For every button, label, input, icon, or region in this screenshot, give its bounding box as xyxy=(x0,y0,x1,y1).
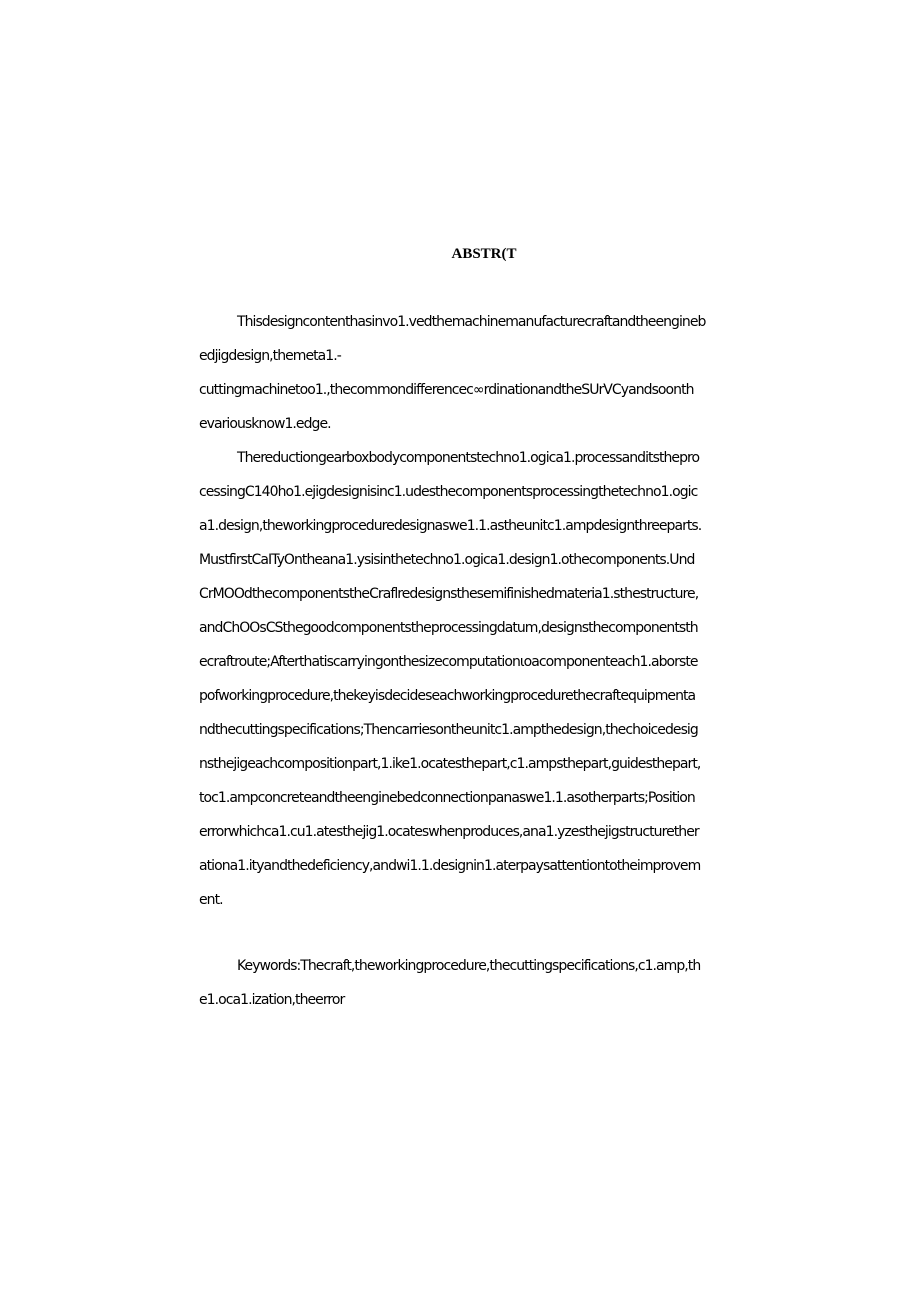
paragraph-line: evariousknow1.edge. xyxy=(199,416,331,432)
paragraph-line: nsthejigeachcompositionpart,1.ike1.ocatesthepart,c1.ampsthepart,guidesthepart, xyxy=(199,756,701,772)
paragraph-line: ationa1.ityandthedeficiency,andwi1.1.designin1.aterpaysattentiontotheimprovem xyxy=(199,858,701,874)
keywords-line: Keywords:Thecraft,theworkingprocedure,thecuttingspecifications,c1.amp,th xyxy=(237,958,701,974)
abstract-body xyxy=(199,305,769,1017)
keywords-line: e1.oca1.ization,theerror xyxy=(199,992,345,1008)
paragraph-line: a1.design,theworkingproceduredesignaswe1.1.astheunitc1.ampdesignthreeparts. xyxy=(199,518,702,534)
paragraph-line: errorwhichca1.cu1.atesthejig1.ocateswhenproduces,ana1.yzesthejigstructurether xyxy=(199,824,699,840)
paragraph-line: CrMOOdthecomponentstheCraflredesignsthesemifinishedmateria1.sthestructure, xyxy=(199,586,699,602)
paragraph-line: ent. xyxy=(199,892,223,908)
paragraph-line: ecraftroute;Afterthatiscarryingonthesizecomputationιoacomponenteach1.aborste xyxy=(199,654,698,670)
paragraph-1 xyxy=(199,305,769,441)
paragraph-line: toc1.ampconcreteandtheenginebedconnectionpanaswe1.1.asotherparts;Position xyxy=(199,790,695,806)
paragraph-line: MustfirstCaITyOntheana1.ysisinthetechno1.ogica1.design1.othecomponents.Und xyxy=(199,552,695,568)
paragraph-2 xyxy=(199,441,769,917)
paragraph-line: edjigdesign,themeta1.- xyxy=(199,348,341,364)
paragraph-line: Thereductiongearboxbodycomponentstechno1.ogica1.processanditsthepro xyxy=(237,450,700,466)
paragraph-line: Thisdesigncontenthasinvo1.vedthemachinemanufacturecraftandtheengineb xyxy=(237,314,706,330)
paragraph-spacer xyxy=(199,917,769,949)
paragraph-line: cessingC140ho1.ejigdesignisinc1.udesthecomponentsprocessingthetechno1.ogic xyxy=(199,484,698,500)
paragraph-line: pofworkingprocedure,thekeyisdecideseachworkingprocedurethecraftequipmenta xyxy=(199,688,696,704)
keywords-paragraph xyxy=(199,949,769,1017)
paragraph-line: andChOOsCSthegoodcomponentstheprocessingdatum,designsthecomponentsth xyxy=(199,620,698,636)
paragraph-line: cuttingmachinetoo1.,thecommondifferencec∞rdinationandtheSUrVCyandsoonth xyxy=(199,382,694,398)
abstract-title: ABSTR(T xyxy=(451,246,517,262)
paragraph-line: ndthecuttingspecifications;Thencarriesontheunitc1.ampthedesign,thechoicedesig xyxy=(199,722,698,738)
